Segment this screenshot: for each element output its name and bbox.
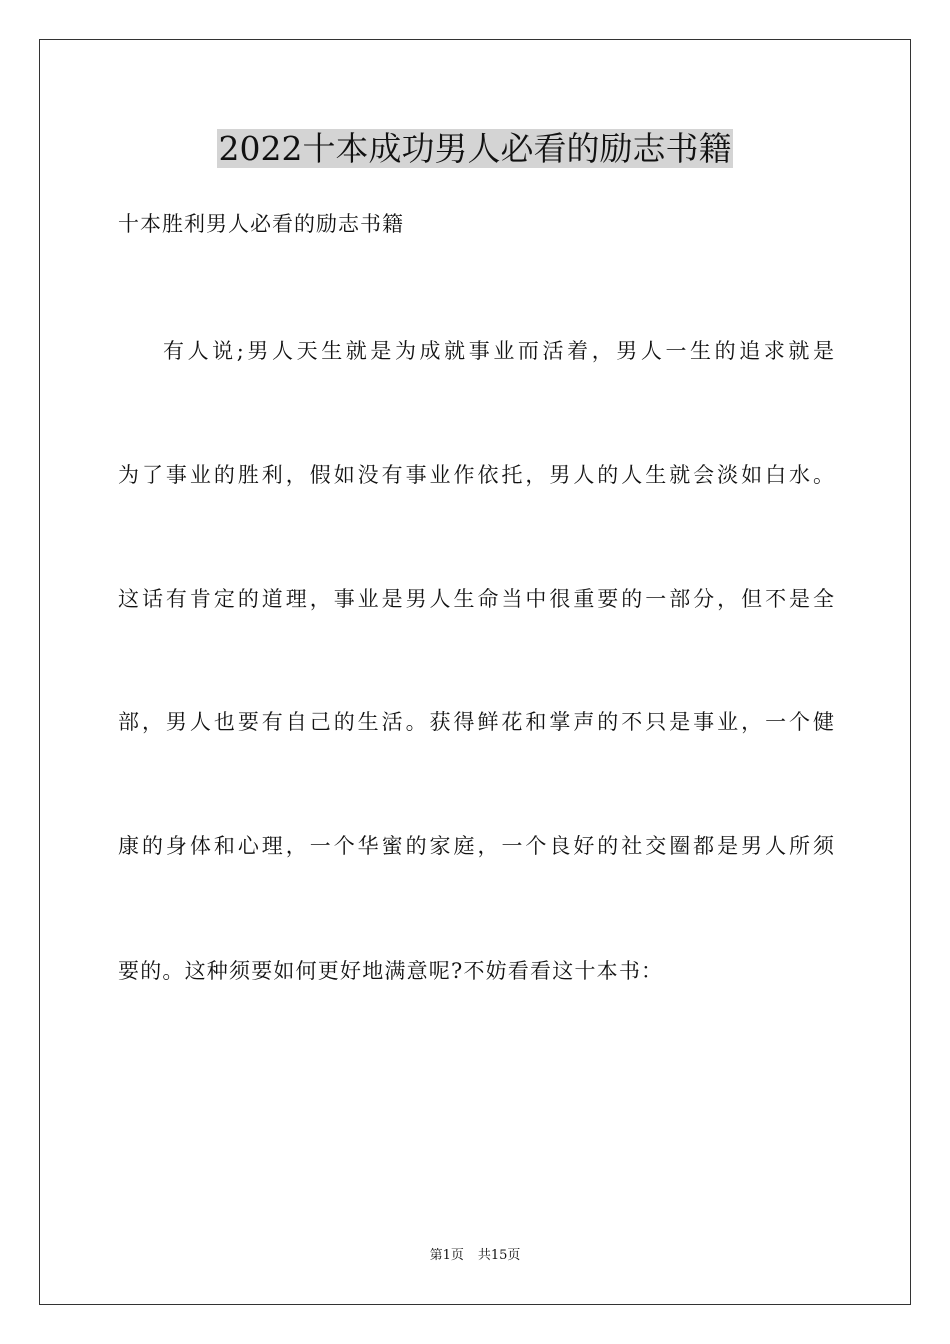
document-title-text: 2022十本成功男人必看的励志书籍 <box>218 129 732 168</box>
document-subtitle: 十本胜利男人必看的励志书籍 <box>118 212 404 236</box>
paragraph-line-2: 为了事业的胜利，假如没有事业作依托，男人的人生就会淡如白水。 <box>118 463 834 487</box>
page-total: 共15页 <box>477 1248 521 1263</box>
paragraph-line-5: 康的身体和心理，一个华蜜的家庭，一个良好的社交圈都是男人所须 <box>118 834 834 858</box>
paragraph-line-1: 有人说;男人天生就是为成就事业而活着，男人一生的追求就是 <box>163 339 834 363</box>
paragraph-line-3: 这话有肯定的道理，事业是男人生命当中很重要的一部分，但不是全 <box>118 587 834 611</box>
page-number: 第1页 <box>429 1248 464 1263</box>
document-title <box>0 128 950 170</box>
paragraph-line-4: 部，男人也要有自己的生活。获得鲜花和掌声的不只是事业，一个健 <box>118 710 834 734</box>
paragraph-line-6: 要的。这种须要如何更好地满意呢?不妨看看这十本书： <box>118 959 664 983</box>
page-footer <box>0 1246 950 1266</box>
